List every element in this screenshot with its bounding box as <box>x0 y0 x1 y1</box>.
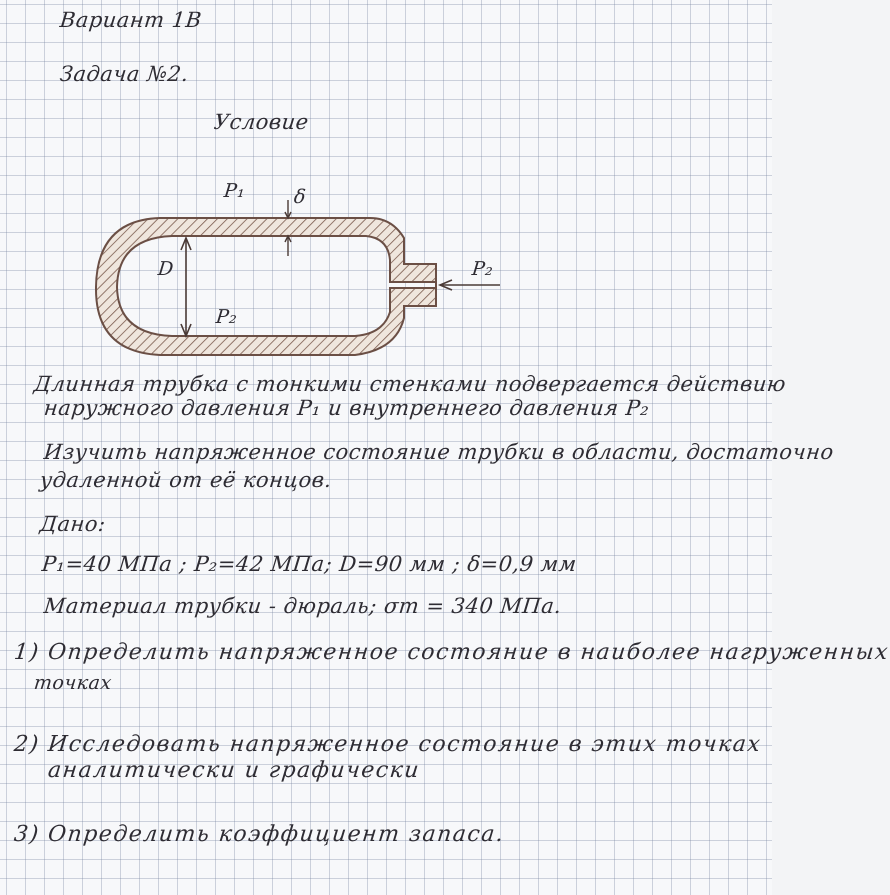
task-2-line-2: аналитически и графически <box>46 758 422 783</box>
task-2-line-1: 2) Исследовать напряженное состояние в этих точках <box>12 732 763 757</box>
task-1-line-2: точках <box>32 672 113 694</box>
statement-line-1: Длинная трубка с тонкими стенками подвергается действию <box>32 372 788 396</box>
task-1-line-1: 1) Определить напряженное состояние в наиболее нагруженных <box>12 640 890 665</box>
statement-line-2: наружного давления P₁ и внутреннего давления P₂ <box>42 396 651 420</box>
variant-heading: Вариант 1В <box>58 8 203 32</box>
label-delta: δ <box>292 186 308 208</box>
label-diameter: D <box>156 258 175 280</box>
tube-wall <box>96 218 436 355</box>
given-material: Материал трубки - дюраль; σт = 340 МПа. <box>42 594 563 618</box>
section-heading: Условие <box>212 110 310 134</box>
given-heading: Дано: <box>38 512 107 536</box>
statement-line-4: удаленной от её концов. <box>38 468 334 492</box>
label-p1: P₁ <box>222 180 247 202</box>
task-heading: Задача №2. <box>58 62 190 86</box>
label-p2-arrow: P₂ <box>470 258 495 280</box>
given-values: P₁=40 МПа ; P₂=42 МПа; D=90 мм ; δ=0,9 мм <box>40 552 578 576</box>
statement-line-3: Изучить напряженное состояние трубки в области, достаточно <box>42 440 835 464</box>
label-p2-inner: P₂ <box>214 306 239 328</box>
task-3-line-1: 3) Определить коэффициент запаса. <box>12 822 506 847</box>
